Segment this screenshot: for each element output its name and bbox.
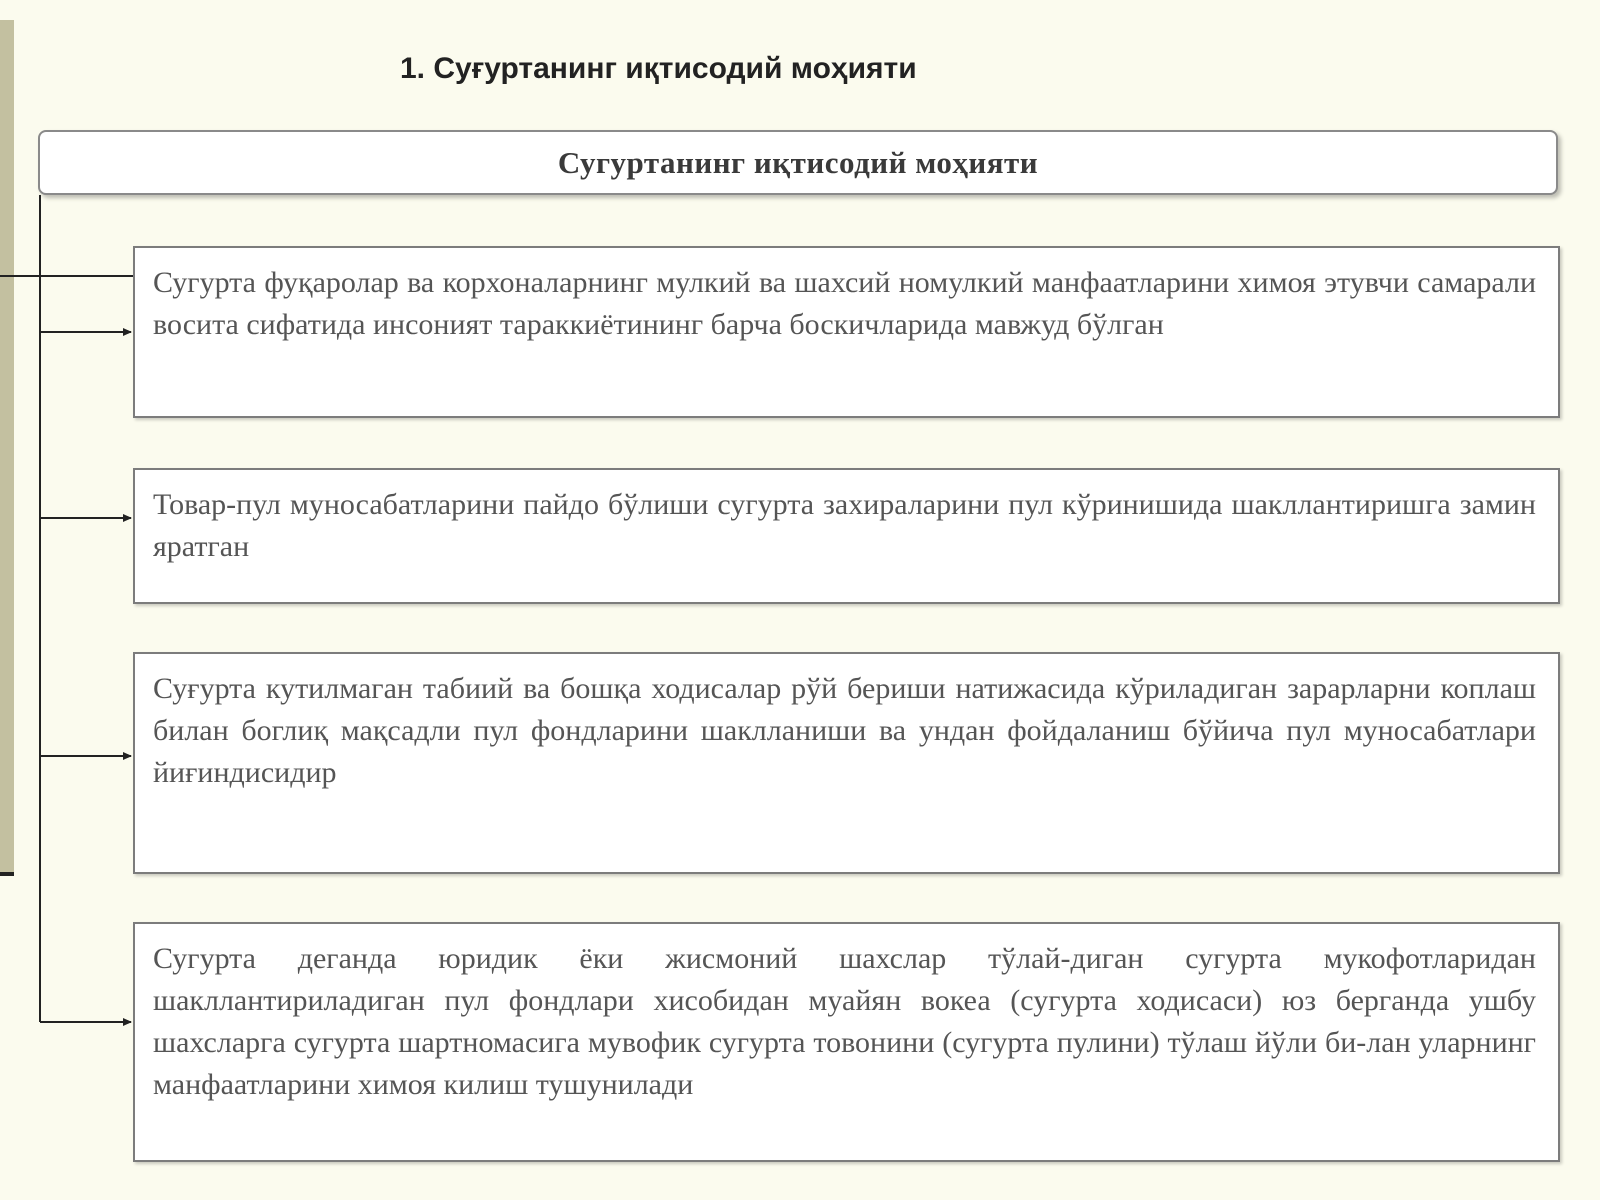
diagram-box-1-text: Сугурта фуқаролар ва корхоналарнинг мулкий ва шахсий номулкий манфаатларини химоя этувчи самарали восита сифатида инсоният тараккиётининг барча боскичларида мавжуд бўлган xyxy=(153,266,1536,341)
diagram-header-box xyxy=(38,130,1558,195)
slide-accent-bar-edge xyxy=(0,872,14,876)
diagram-box-2-text: Товар-пул муносабатларини пайдо бўлиши сугурта захираларини пул кўринишида шакллантиришга замин яратган xyxy=(153,488,1536,563)
diagram-box-1 xyxy=(133,246,1560,418)
slide-accent-bar xyxy=(0,20,14,875)
diagram-box-2 xyxy=(133,468,1560,604)
diagram-box-4 xyxy=(133,922,1560,1162)
slide-title: 1. Суғуртанинг иқтисодий моҳияти xyxy=(400,52,917,85)
diagram-header-text: Сугуртанинг иқтисодий моҳияти xyxy=(557,144,1039,180)
diagram-box-3-text: Суғурта кутилмаган табиий ва бошқа ходисалар рўй бериши натижасида кўриладиган зарарларни коплаш билан боглиқ мақсадли пул фондларини шаклланиши ва ундан фойдаланиш бўйича пул муносабатлари йиғиндисидир xyxy=(153,672,1536,789)
diagram-box-3 xyxy=(133,652,1560,874)
diagram-box-4-text: Сугурта деганда юридик ёки жисмоний шахслар тўлай-диган сугурта мукофотларидан шакллантириладиган пул фондлари хисобидан муайян вокеа (сугурта ходисаси) юз берганда ушбу шахсларга сугурта шартномасига мувофик сугурта товонини (сугурта пулини) тўлаш йўли би-лан уларнинг манфаатларини химоя килиш тушунилади xyxy=(153,942,1536,1101)
